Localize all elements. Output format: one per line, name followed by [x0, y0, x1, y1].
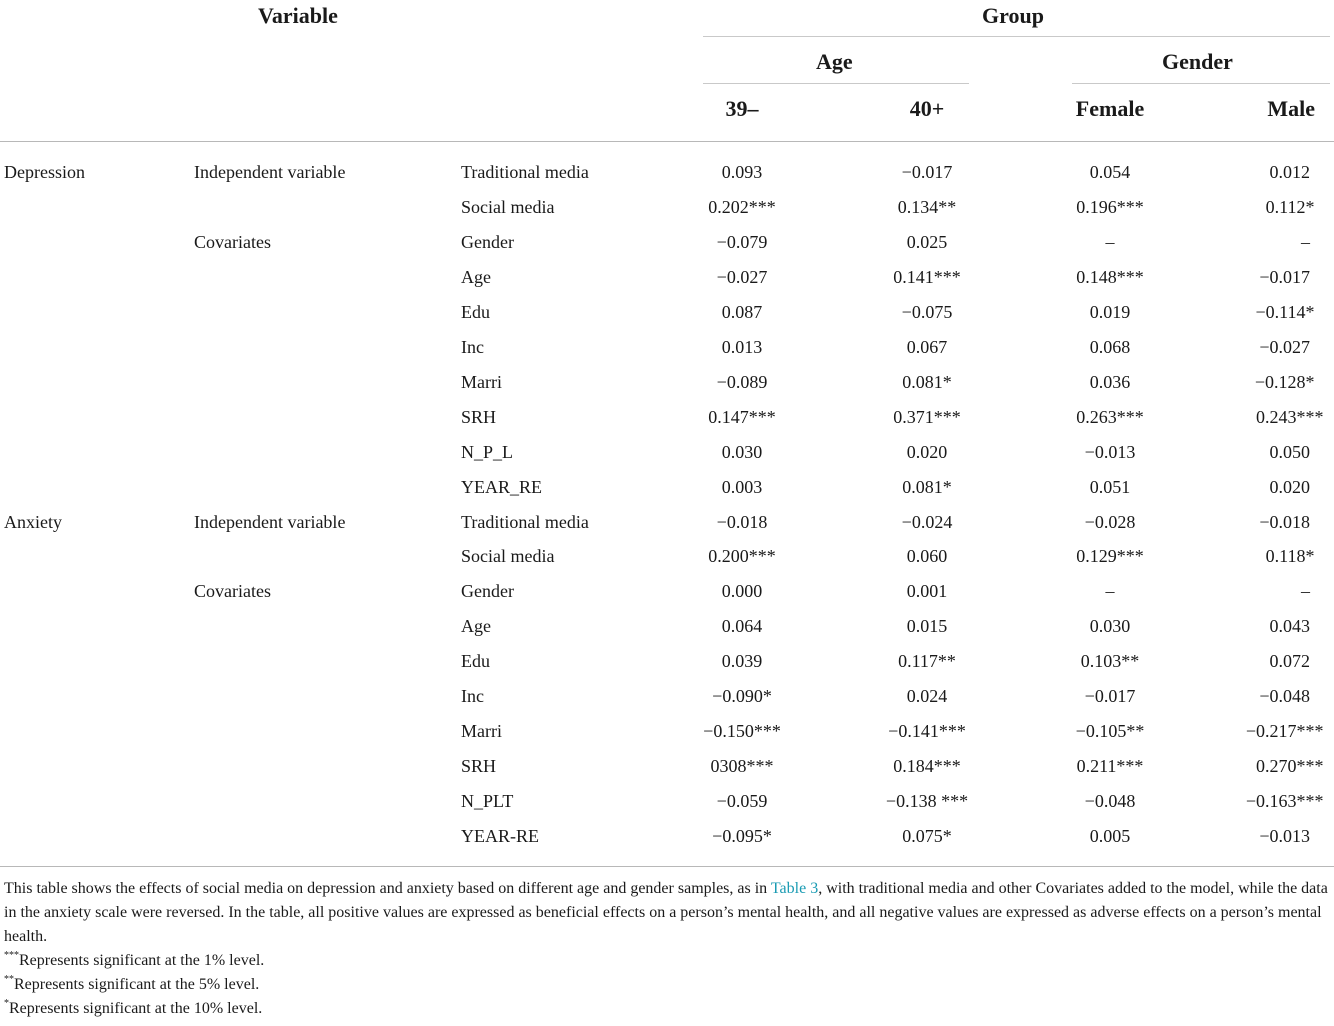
row-variable: YEAR-RE	[461, 826, 539, 846]
row-value: 0.015	[906, 616, 948, 636]
row-value: −0.079	[716, 232, 768, 252]
row-value: 0.270***	[1256, 756, 1324, 776]
gender-divider	[1072, 83, 1330, 84]
row-value: 0.000	[721, 581, 763, 601]
row-value: –	[1105, 232, 1115, 252]
row-value: −0.017	[901, 162, 953, 182]
row-value: 0.134**	[897, 197, 957, 217]
row-value: 0.005	[1089, 826, 1131, 846]
row-value: 0308***	[710, 756, 774, 776]
row-variable: Age	[461, 616, 491, 636]
row-value: 0.064	[721, 616, 763, 636]
header-col-male: Male	[1267, 96, 1315, 121]
row-value: −0.048	[1259, 686, 1310, 706]
row-value: 0.024	[906, 686, 948, 706]
row-value: 0.012	[1269, 162, 1310, 182]
row-value: 0.036	[1089, 372, 1131, 392]
row-value: −0.217***	[1245, 721, 1324, 741]
header-col-age-39: 39–	[725, 96, 759, 121]
row-value: 0.103**	[1080, 651, 1140, 671]
row-value: 0.081*	[902, 477, 952, 497]
row-value: 0.263***	[1076, 407, 1144, 427]
footnote-5pct: **Represents significant at the 5% level.	[4, 974, 260, 993]
row-variable: Traditional media	[461, 512, 589, 532]
row-value: 0.067	[906, 337, 948, 357]
row-value: 0.112*	[1265, 197, 1315, 217]
row-value: 0.020	[906, 442, 948, 462]
row-variable: Age	[461, 267, 491, 287]
row-variable: Gender	[461, 581, 514, 601]
row-value: −0.095*	[712, 826, 772, 846]
header-col-female: Female	[1075, 96, 1145, 121]
age-divider	[703, 83, 969, 84]
row-value: 0.013	[721, 337, 763, 357]
row-variable: Edu	[461, 302, 490, 322]
row-value: 0.072	[1269, 651, 1310, 671]
row-value: 0.051	[1089, 477, 1131, 497]
row-value: −0.013	[1259, 826, 1310, 846]
header-group: Group	[982, 3, 1044, 28]
row-value: −0.017	[1084, 686, 1136, 706]
row-variable: Gender	[461, 232, 514, 252]
row-value: −0.163***	[1245, 791, 1324, 811]
row-value: −0.105**	[1075, 721, 1145, 741]
row-value: 0.003	[721, 477, 763, 497]
row-category: Independent variable	[194, 162, 346, 182]
row-value: 0.019	[1089, 302, 1131, 322]
row-value: 0.243***	[1256, 407, 1324, 427]
row-outcome: Depression	[4, 162, 85, 182]
table-notes	[4, 877, 1330, 1021]
row-value: −0.089	[716, 372, 768, 392]
row-value: 0.025	[906, 232, 948, 252]
footnote-mark: *	[4, 998, 9, 1009]
row-value: 0.039	[721, 651, 763, 671]
row-value: 0.054	[1089, 162, 1131, 182]
row-value: 0.202***	[708, 197, 776, 217]
footnote-mark: ***	[4, 950, 19, 961]
row-value: 0.211***	[1076, 756, 1144, 776]
row-value: 0.020	[1269, 477, 1310, 497]
row-value: 0.148***	[1076, 267, 1144, 287]
row-value: −0.018	[1259, 512, 1310, 532]
group-divider	[703, 36, 1330, 37]
row-value: 0.118*	[1265, 546, 1315, 566]
row-category: Covariates	[194, 232, 271, 252]
row-value: −0.027	[716, 267, 768, 287]
header-variable: Variable	[258, 3, 338, 28]
header-age: Age	[816, 49, 853, 74]
footnote-mark: **	[4, 974, 14, 985]
row-value: 0.184***	[893, 756, 961, 776]
row-category: Independent variable	[194, 512, 346, 532]
row-variable: N_PLT	[461, 791, 514, 811]
row-variable: SRH	[461, 756, 497, 776]
row-variable: Traditional media	[461, 162, 589, 182]
table-caption-note: This table shows the effects of social media on depression and anxiety based on different age and gender samples, as in Table 3, with traditional media and other Covariates added to the model, while the data in the anxiety scale were reversed. In the table, all positive values are expressed as beneficial effects on a person’s mental health, and all negative values are expressed as adverse effects on a person’s mental health.	[4, 880, 1328, 945]
row-value: −0.150***	[703, 721, 781, 741]
row-value: −0.090*	[712, 686, 772, 706]
row-value: 0.196***	[1076, 197, 1144, 217]
row-value: −0.028	[1084, 512, 1136, 532]
row-variable: N_P_L	[461, 442, 514, 462]
row-value: 0.087	[721, 302, 763, 322]
row-value: −0.017	[1259, 267, 1310, 287]
row-variable: YEAR_RE	[461, 477, 542, 497]
row-value: −0.059	[716, 791, 768, 811]
row-value: −0.141***	[888, 721, 966, 741]
row-value: 0.141***	[893, 267, 961, 287]
row-value: 0.093	[721, 162, 763, 182]
row-variable: Marri	[461, 721, 502, 741]
row-value: –	[1105, 581, 1115, 601]
row-value: −0.075	[901, 302, 953, 322]
row-value: –	[1301, 232, 1310, 252]
row-outcome: Anxiety	[4, 512, 62, 532]
row-variable: Social media	[461, 546, 555, 566]
header-gender: Gender	[1162, 49, 1233, 74]
row-value: 0.050	[1269, 442, 1310, 462]
row-value: 0.030	[721, 442, 763, 462]
row-variable: SRH	[461, 407, 497, 427]
row-value: −0.128*	[1254, 372, 1315, 392]
row-value: 0.001	[906, 581, 948, 601]
header-col-age-40: 40+	[909, 96, 945, 121]
row-value: 0.060	[906, 546, 948, 566]
row-value: 0.147***	[708, 407, 776, 427]
row-value: −0.027	[1259, 337, 1310, 357]
footnote-1pct: ***Represents significant at the 1% level.	[4, 950, 265, 969]
row-value: 0.043	[1269, 616, 1310, 636]
row-value: −0.138 ***	[885, 791, 969, 811]
row-value: 0.200***	[708, 546, 776, 566]
table-bottom-rule	[0, 866, 1334, 867]
row-value: −0.048	[1084, 791, 1136, 811]
row-value: 0.075*	[902, 826, 952, 846]
row-value: −0.024	[901, 512, 953, 532]
row-variable: Marri	[461, 372, 502, 392]
row-value: 0.117**	[898, 651, 956, 671]
row-value: –	[1301, 581, 1310, 601]
row-value: 0.030	[1089, 616, 1131, 636]
row-value: −0.013	[1084, 442, 1136, 462]
footnote-10pct: *Represents significant at the 10% level.	[4, 998, 263, 1017]
row-value: 0.081*	[902, 372, 952, 392]
row-variable: Social media	[461, 197, 555, 217]
row-value: −0.114*	[1255, 302, 1315, 322]
row-variable: Edu	[461, 651, 490, 671]
header-bottom-rule	[0, 141, 1334, 142]
row-value: 0.068	[1089, 337, 1131, 357]
row-variable: Inc	[461, 686, 484, 706]
row-category: Covariates	[194, 581, 271, 601]
row-value: 0.129***	[1076, 546, 1144, 566]
table-3-link[interactable]: Table 3	[770, 880, 819, 897]
row-value: 0.371***	[893, 407, 961, 427]
row-variable: Inc	[461, 337, 484, 357]
row-value: −0.018	[716, 512, 768, 532]
